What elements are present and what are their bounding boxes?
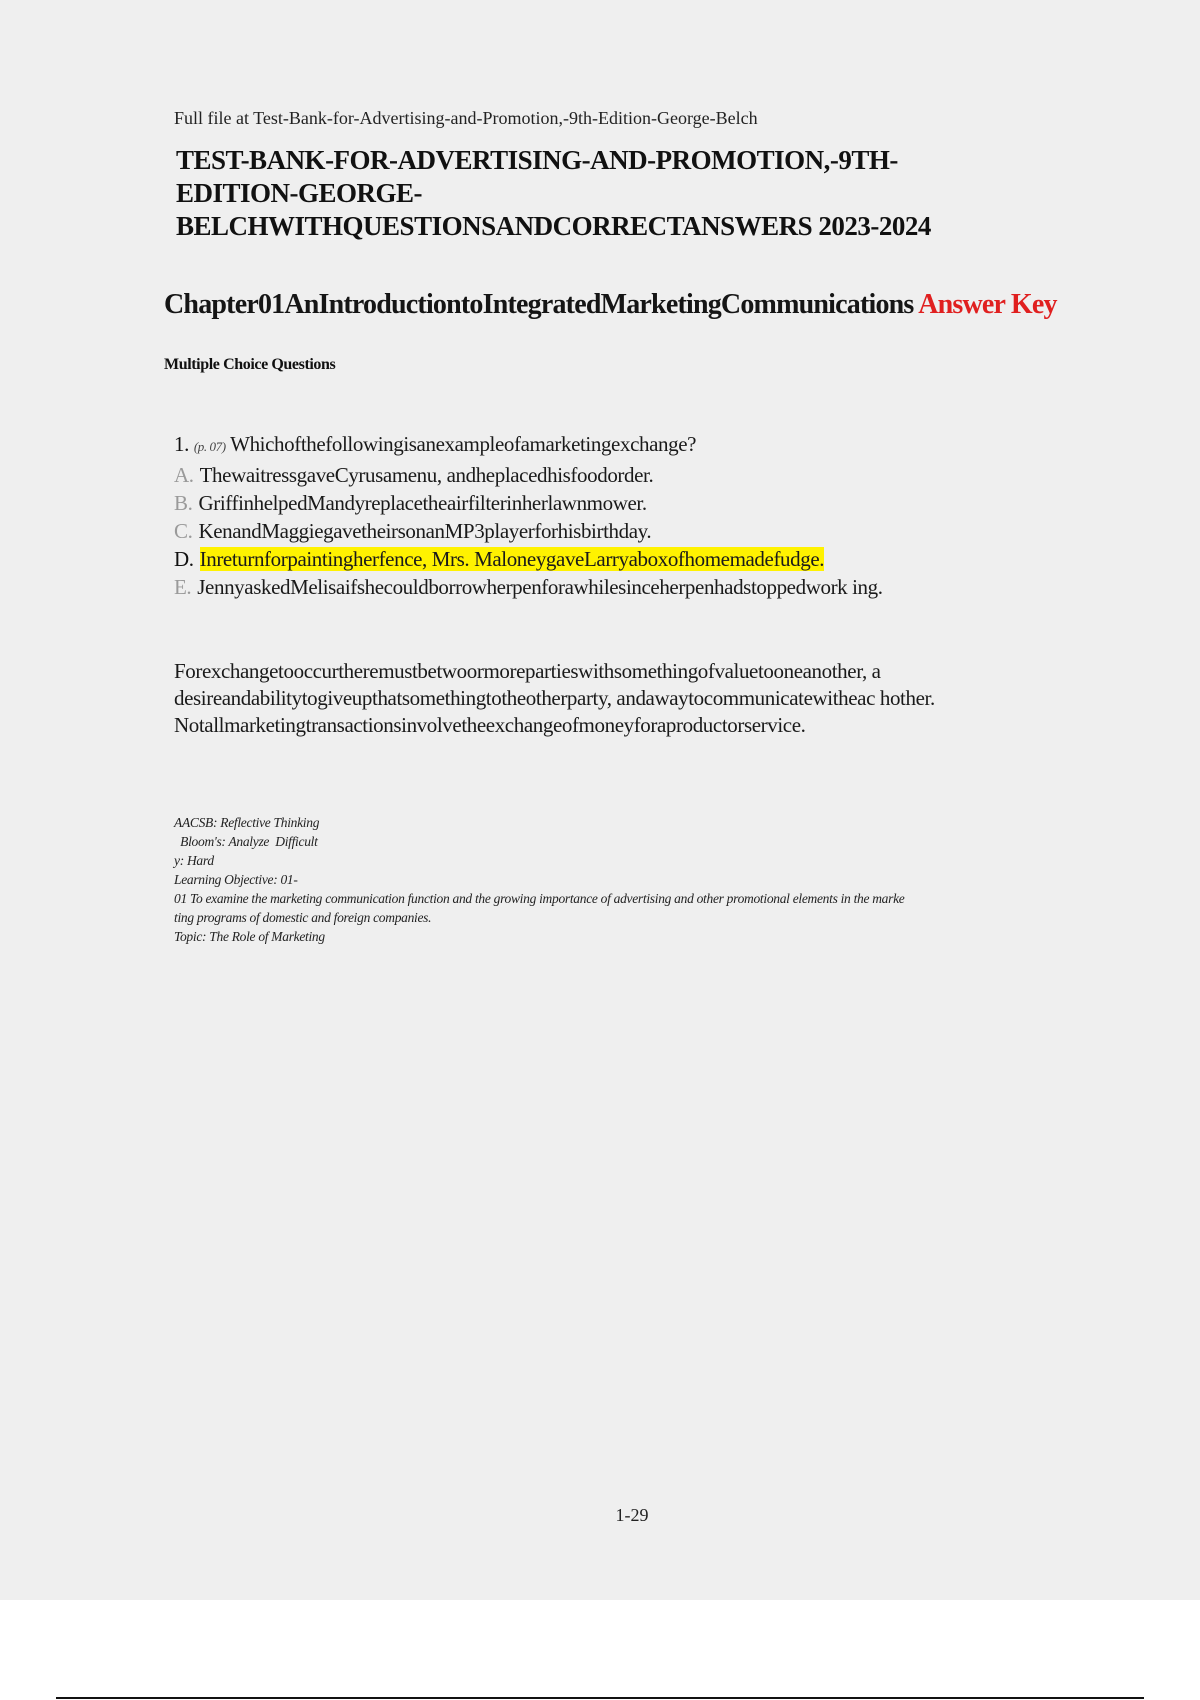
answer-explanation: Forexchangetooccurtheremustbetwoormorepartieswithsomethingofvaluetooneanother, a desireandabilitytogiveupthatsomethingtotheotherparty, andawaytocommunicatewitheac hother. Notallmarketingtransactionsinvolvetheexchangeofmoneyforaproductorservice.: [174, 659, 935, 737]
section-subheading: Multiple Choice Questions: [164, 356, 336, 373]
document-title: [176, 144, 1036, 243]
question-text: Whichofthefollowingisanexampleofamarketingexchange?: [230, 432, 697, 456]
question-stem: [174, 430, 1084, 461]
answer-option-e: [174, 573, 1084, 601]
answer-option-a: [174, 461, 1084, 489]
footer-divider: [56, 1697, 1144, 1699]
answer-option-d-correct: [174, 545, 1084, 573]
metadata-line: Bloom's: Analyze Difficult: [174, 834, 318, 849]
chapter-heading: [164, 288, 1094, 322]
answer-option-c: [174, 517, 1084, 545]
chapter-title: Chapter01AnIntroductiontoIntegratedMarketingCommunications: [164, 289, 914, 320]
option-letter: B.: [174, 491, 193, 515]
option-text: GriffinhelpedMandyreplacetheairfilterinherlawnmower.: [198, 491, 647, 515]
option-letter: D.: [174, 547, 194, 571]
metadata-line: ting programs of domestic and foreign companies.: [174, 910, 432, 925]
answer-key-label: Answer Key: [918, 289, 1057, 320]
metadata-line: Topic: The Role of Marketing: [174, 929, 325, 944]
page-reference: (p. 07): [193, 439, 226, 454]
document-title-line: TEST-BANK-FOR-ADVERTISING-AND-PROMOTION,-9TH-: [176, 145, 898, 175]
option-letter: C.: [174, 519, 193, 543]
option-text: KenandMaggiegavetheirsonanMP3playerforhisbirthday.: [198, 519, 652, 543]
question-number: 1.: [174, 432, 189, 456]
answer-option-b: [174, 489, 1084, 517]
metadata-line: y: Hard: [174, 853, 214, 868]
metadata-line: AACSB: Reflective Thinking: [174, 815, 320, 830]
document-title-line: BELCHWITHQUESTIONSANDCORRECTANSWERS 2023-2024: [176, 211, 931, 241]
option-text-highlighted: Inreturnforpaintingherfence, Mrs. MaloneygaveLarryaboxofhomemadefudge.: [199, 547, 825, 571]
question-metadata: [174, 813, 1074, 946]
option-letter: E.: [174, 575, 192, 599]
source-note: Full file at Test-Bank-for-Advertising-and-Promotion,-9th-Edition-George-Belch: [174, 108, 758, 128]
option-letter: A.: [174, 463, 194, 487]
option-text: JennyaskedMelisaifshecouldborrowherpenforawhilesinceherpenhadstoppedwork ing.: [197, 575, 883, 599]
option-text: ThewaitressgaveCyrusamenu, andheplacedhisfoodorder.: [199, 463, 654, 487]
document-title-line: EDITION-GEORGE-: [176, 178, 423, 208]
question-block: [174, 430, 1084, 601]
metadata-line: Learning Objective: 01-: [174, 872, 298, 887]
page-number: 1-29: [615, 1505, 649, 1525]
metadata-line: 01 To examine the marketing communication function and the growing importance of advertising and other promotional elements in the marke: [174, 891, 905, 906]
